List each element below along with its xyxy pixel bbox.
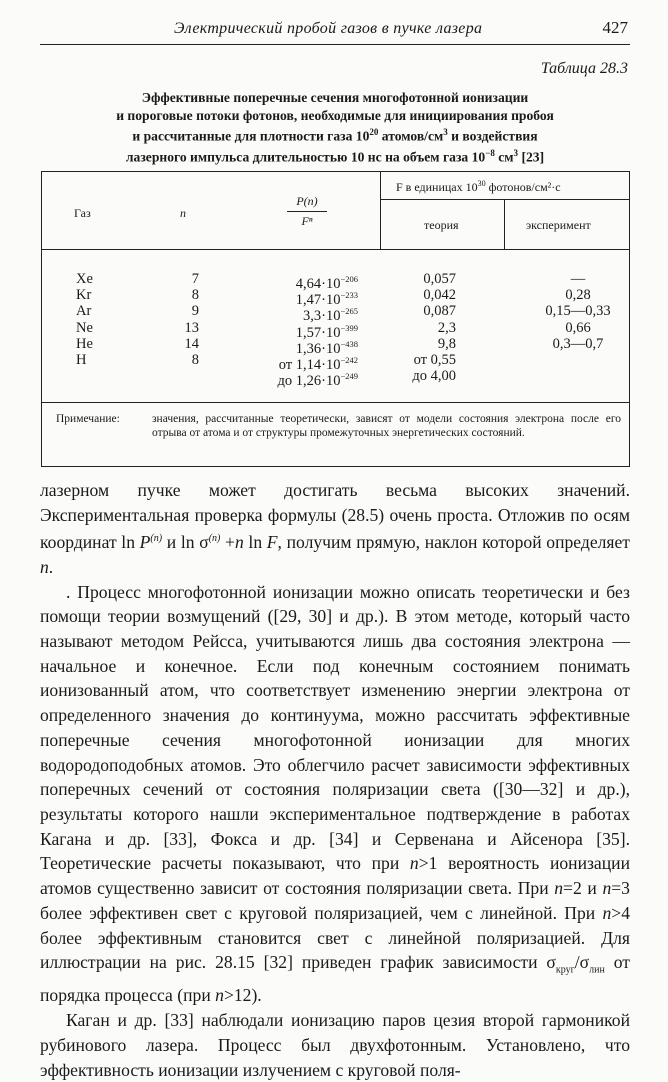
table-cell: $1,47\cdot 10^{-233}$: [295, 290, 358, 309]
data-table: [41, 171, 630, 467]
table-cell: 8: [191, 287, 199, 304]
running-header: [40, 14, 630, 45]
table-cell: Ne: [76, 319, 93, 336]
table-cell: He: [76, 335, 93, 352]
table-cell: $1,36\cdot 10^{-438}$: [295, 338, 358, 357]
paragraph: лазерном пучке может достигать весьма высоких значений. Экспериментальная проверка формулы (28.5) очень проста. Отложив по осям координат $\ln P^{(n)}$ и $\ln \sigma^{(n)} +n$ ln F, получим прямую, наклон которой определяет n.: [40, 480, 630, 577]
caption-line: и пороговые потоки фотонов, необходимые для инициирования пробоя: [116, 107, 554, 123]
paragraph: . Процесс многофотонной ионизации можно описать теоретически и без помощи теории возмущений ([29, 30] и др.). В этом методе, который часто называют методом Рейсса, учитываются лишь два состояния электрона — начальное и конечное. Если под конечным состоянием понимать ионизованный атом, что соответствует изменению энергии электрона от определенного значения до континуума, можно рассчитать эффективные поперечные сечения многофотонной ионизации для многих водородоподобных атомов. Это облегчило расчет зависимости эффективных поперечных сечений от состояния поляризации света ([30—32] и др.), результаты которого нашли экспериментальное подтверждение в работах Кагана и др. [33], Фокса и др. [34] и Сервенана и Айсенора [35]. Теоретические расчеты показывают, что при n>1 вероятность ионизации атомов существенно зависит от состояния поляризации света. При n=2 и n=3 более эффективен свет с круговой поляризацией, чем с линейной. При n>4 более эффективным становится свет с линейной поляризацией. Для иллюстрации на рис. 28.15 [32] приведен график зависимости $\sigma_{круг}/\sigma_{лин}$ от порядка процесса (при n>12).: [40, 581, 630, 1006]
header-n: n: [180, 206, 186, 220]
table-caption: [40, 89, 630, 166]
table-note: [56, 412, 621, 440]
table-cell: от $1,14\cdot 10^{-242}$: [278, 354, 358, 373]
table-cell: 2,3: [437, 319, 456, 336]
table-cell: 0,042: [423, 287, 456, 304]
table-cell: 0,3—0,7: [552, 335, 604, 352]
caption-line: и рассчитанные для плотности газа $10^{20}$ атомов/$см^3$ и воздействия: [132, 127, 538, 144]
caption-line: Эффективные поперечные сечения многофотонной ионизации: [141, 90, 529, 105]
paragraph: Каган и др. [33] наблюдали ионизацию паров цезия второй гармоникой рубинового лазера. Процесс был двухфотонным. Установлено, что эффективность ионизации излучением с круговой поля-: [40, 1010, 630, 1080]
header-experiment: эксперимент: [526, 218, 591, 232]
table-cell: до $1,26\cdot 10^{-249}$: [277, 371, 358, 389]
table-cell: [173, 368, 199, 384]
column-rule: [380, 172, 381, 249]
column-theory: [392, 271, 456, 384]
table-cell: Ar: [76, 303, 92, 320]
table-cell: 0,28: [565, 287, 591, 304]
caption-line: лазерного импульса длительностью 10 нс на объем газа $10^{-8}$ $см^3$ [23]: [125, 148, 545, 165]
column-experiment: [528, 271, 628, 384]
table-cell: 0,087: [423, 303, 456, 320]
header-rule: [42, 249, 629, 250]
table-cell: 14: [184, 335, 199, 352]
table-cell: от 0,55: [413, 351, 456, 368]
table-cell: до 4,00: [412, 368, 456, 385]
page-number: 427: [602, 18, 628, 37]
table-cell: 13: [184, 319, 199, 336]
table-cell: 7: [191, 271, 199, 287]
column-rule: [504, 199, 505, 249]
table-cell: Kr: [76, 287, 92, 304]
table-cell: 0,057: [423, 271, 456, 287]
table-cell: Xe: [76, 271, 93, 287]
column-ratio: [238, 271, 358, 389]
column-n: [173, 271, 199, 384]
table-cell: [528, 368, 628, 384]
running-title: Электрический пробой газов в пучке лазера: [174, 20, 483, 37]
table-label: Таблица 28.3: [540, 60, 628, 77]
table-cell: $1,57\cdot 10^{-399}$: [295, 322, 358, 341]
table-cell: —: [570, 271, 586, 287]
table-cell: $3,3\cdot 10^{-265}$: [302, 306, 358, 325]
note-label: Примечание:: [56, 413, 120, 425]
header-gas: Газ: [74, 206, 91, 220]
body-text: [40, 478, 630, 1082]
header-flux: F в единицах $10^{30}$ фотонов/см²·с: [396, 179, 561, 194]
table-cell: [76, 368, 93, 384]
table-cell: 8: [191, 351, 199, 368]
table-cell: 9,8: [437, 335, 456, 352]
column-gas: [76, 271, 93, 384]
header-ratio: P(n) Fⁿ: [283, 194, 331, 229]
table-cell: 0,15—0,33: [545, 303, 611, 320]
table-cell: 0,66: [565, 319, 591, 336]
table-cell: [528, 352, 628, 368]
header-theory: теория: [424, 218, 459, 232]
table-cell: $4,64\cdot 10^{-206}$: [295, 274, 358, 292]
table-cell: H: [76, 351, 87, 368]
body-rule: [42, 402, 629, 403]
note-text: значения, рассчитанные теоретически, зависят от модели состояния электрона после его отрыва от атома и от структуры промежуточных энергетических состояний.: [152, 413, 621, 439]
table-cell: 9: [191, 303, 199, 320]
